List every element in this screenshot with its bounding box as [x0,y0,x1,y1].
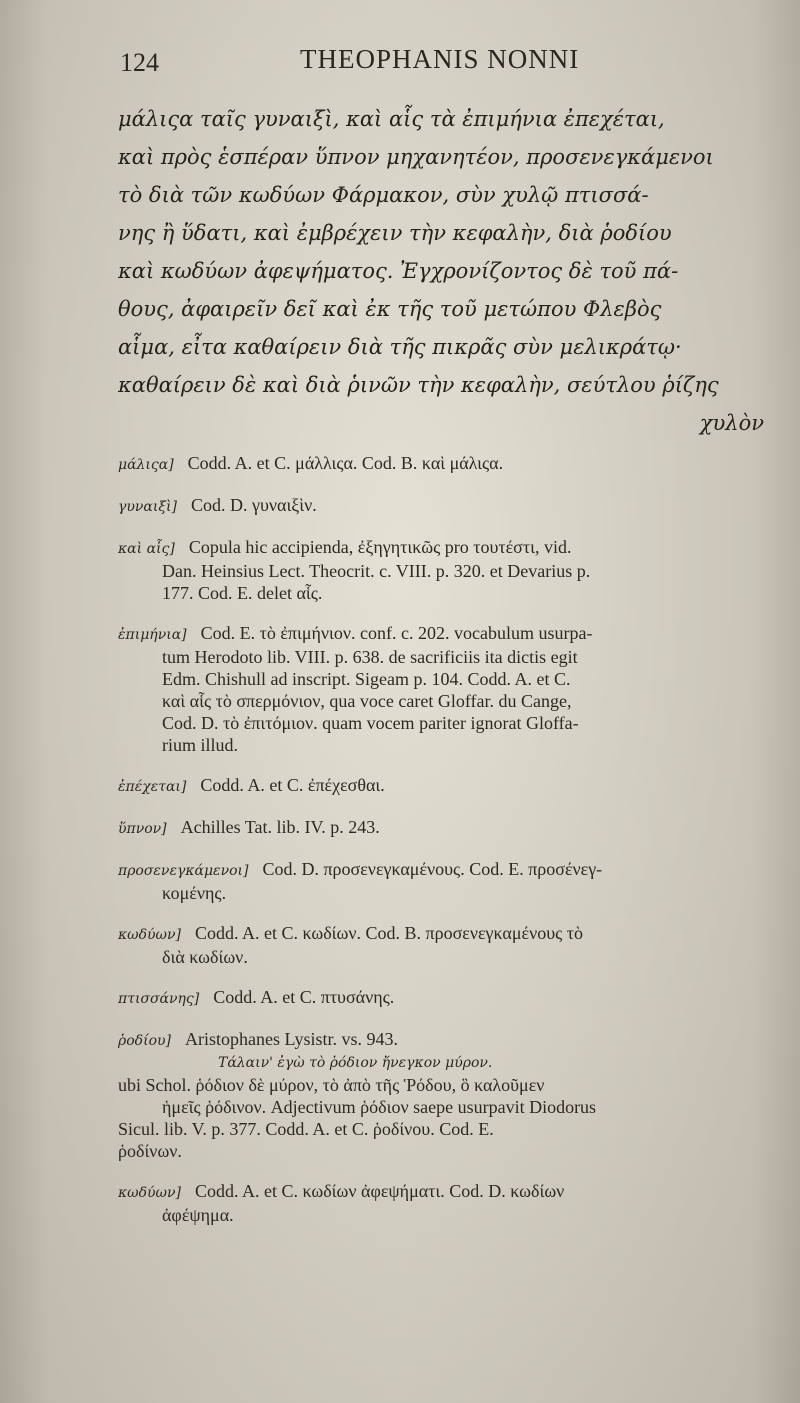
apparatus-note [118,774,768,798]
main-text-line: τὸ διὰ τῶν κωδύων Φάρμακον, σὺν χυλῷ πτισσά- [118,183,649,207]
apparatus-note [118,922,768,968]
note-lemma: κωδύων] [118,1185,181,1201]
note-lemma: ἐπιμήνια] [118,627,187,643]
note-text: ubi Schol. ῥόδιον δὲ μύρον, τὸ ἀπὸ τῆς Ῥόδου, ὃ καλοῦμεν [118,1075,545,1095]
note-lemma: ῥοδίου] [118,1033,171,1049]
note-text: Dan. Heinsius Lect. Theocrit. c. VIII. p. 320. et Devarius p. [162,561,591,581]
note-lemma: προσενεγκάμενοι] [118,863,249,879]
note-lemma: ἐπέχεται] [118,779,187,795]
note-text: 177. Cod. E. delet αἷς. [162,583,323,603]
note-text: ἡμεῖς ῥόδινον. Adjectivum ῥόδιον saepe usurpavit Diodorus [162,1097,597,1117]
main-text-line: καθαίρειν δὲ καὶ διὰ ῥινῶν τὴν κεφαλὴν, σεύτλου ῥίζης [118,373,719,397]
main-text-line: καὶ πρὸς ἑσπέραν ὕπνον μηχανητέον, προσενεγκάμενοι [118,145,714,169]
note-text: Codd. A. et C. μάλλιςα. Cod. B. καὶ μάλιςα. [187,453,504,473]
quoted-verse: Τάλαιν' ἐγὼ τὸ ῥόδιον ἤνεγκον μύρον. [218,1055,493,1071]
note-text: κομένης. [162,883,227,903]
main-text-line: νης ἢ ὕδατι, καὶ ἐμβρέχειν τὴν κεφαλὴν, διὰ ῥοδίου [118,221,672,245]
note-text: Cod. D. γυναιξὶν. [191,495,317,515]
note-text: διὰ κωδίων. [162,947,248,967]
note-text: Codd. A. et C. κωδίων. Cod. B. προσενεγκαμένους τὸ [194,923,583,943]
note-text: Sicul. lib. V. p. 377. Codd. A. et C. ῥοδίνου. Cod. E. [118,1119,494,1139]
note-text: Codd. A. et C. ἐπέχεσθαι. [200,775,385,795]
main-text-line: καὶ κωδύων ἀφεψήματος. Ἐγχρονίζοντος δὲ τοῦ πά- [118,259,679,283]
note-text: ῥοδίνων. [118,1141,182,1161]
apparatus-note [118,536,768,604]
note-text: rium illud. [162,735,238,755]
apparatus-note [118,1028,768,1162]
apparatus-note [118,858,768,904]
note-lemma: μάλιςα] [118,457,174,473]
note-text: Aristophanes Lysistr. vs. 943. [184,1029,398,1049]
note-lemma: ὕπνον] [118,821,167,837]
note-text: καὶ αἷς τὸ σπερμόνιον, qua voce caret Gloffar. du Cange, [162,691,572,711]
note-text: Achilles Tat. lib. IV. p. 243. [180,817,380,837]
note-text: ἀφέψημα. [162,1205,234,1225]
main-text-line: θους, ἀφαιρεῖν δεῖ καὶ ἐκ τῆς τοῦ μετώπου Φλεβὸς [118,297,662,321]
note-text: Edm. Chishull ad inscript. Sigeam p. 104. Codd. A. et C. [162,669,571,689]
main-text-line: μάλιςα ταῖς γυναιξὶ, καὶ αἷς τὰ ἐπιμήνια ἐπεχέται, [118,107,665,131]
note-text: Codd. A. et C. κωδίων ἀφεψήματι. Cod. D. κωδίων [194,1181,565,1201]
main-text-line: αἷμα, εἶτα καθαίρειν διὰ τῆς πικρᾶς σὺν μελικράτῳ· [118,335,682,359]
critical-apparatus [118,452,768,1244]
apparatus-note [118,986,768,1010]
main-greek-text [118,100,768,442]
note-text: Cod. D. τὸ ἐπιτόμιον. quam vocem pariter ignorat Gloffa- [162,713,579,733]
note-text: Codd. A. et C. πτυσάνης. [213,987,395,1007]
note-lemma: γυναιξὶ] [118,499,177,515]
apparatus-note [118,452,768,476]
catchword: χυλὸν [699,411,764,435]
note-text: tum Herodoto lib. VIII. p. 638. de sacrificiis ita dictis egit [162,647,578,667]
note-text: Cod. E. τὸ ἐπιμήνιον. conf. c. 202. vocabulum usurpa- [200,623,593,643]
note-text: Copula hic accipienda, ἐξηγητικῶς pro τουτέστι, vid. [188,537,572,557]
running-head: THEOPHANIS NONNI [300,44,580,74]
apparatus-note [118,1180,768,1226]
note-lemma: καὶ αἷς] [118,541,175,557]
note-lemma: πτισσάνης] [118,991,200,1007]
apparatus-note [118,494,768,518]
apparatus-note [118,622,768,756]
note-text: Cod. D. προσενεγκαμένους. Cod. E. προσένεγ- [262,859,603,879]
apparatus-note [118,816,768,840]
page-number: 124 [120,48,159,77]
note-lemma: κωδύων] [118,927,181,943]
